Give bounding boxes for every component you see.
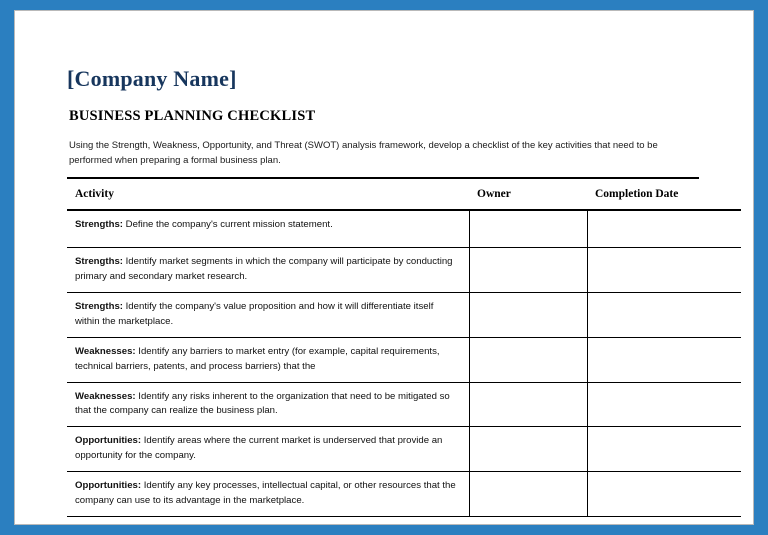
owner-cell[interactable] [469,210,587,248]
completion-date-cell[interactable] [587,210,741,248]
owner-cell[interactable] [469,293,587,338]
table-row [67,382,741,427]
activity-cell [67,472,469,517]
completion-date-cell[interactable] [587,427,741,472]
activity-cell [67,337,469,382]
activity-category: Strengths: [75,219,123,231]
table-row [67,472,741,517]
activity-text: Identify market segments in which the company will participate by conducting primary and secondary market research. [75,256,453,283]
owner-cell[interactable] [469,382,587,427]
activity-cell [67,293,469,338]
completion-date-cell[interactable] [587,293,741,338]
activity-category: Strengths: [75,256,123,268]
completion-date-cell[interactable] [587,382,741,427]
column-header-owner: Owner [469,179,587,210]
activity-category: Opportunities: [75,435,142,447]
activity-cell [67,248,469,293]
completion-date-cell[interactable] [587,337,741,382]
table-body [67,210,741,516]
page-title: BUSINESS PLANNING CHECKLIST [69,108,316,124]
table-row [67,248,741,293]
activity-cell [67,382,469,427]
activity-text: Identify any key processes, intellectual capital, or other resources that the company can use to its advantage in the marketplace. [75,480,456,506]
owner-cell[interactable] [469,248,587,293]
activity-text: Identify any barriers to market entry (for example, capital requirements, technical barriers, patents, and process barriers) that the [75,345,440,372]
owner-cell[interactable] [469,427,587,472]
document-body [67,66,699,517]
completion-date-cell[interactable] [587,472,741,517]
column-header-activity: Activity [67,179,469,210]
table-header-row [67,179,741,210]
activity-category: Weaknesses: [75,345,136,357]
activity-text: Identify any risks inherent to the organization that need to be mitigated so that the company can realize the business plan. [75,390,450,417]
table-row [67,210,741,248]
activity-category: Weaknesses: [75,390,136,402]
completion-date-cell[interactable] [587,248,741,293]
activity-text: Identify areas where the current market is underserved that provide an opportunity for the company. [75,435,443,462]
activity-cell [67,210,469,248]
column-header-completion-date: Completion Date [587,179,741,210]
table-row [67,293,741,338]
table-row [67,427,741,472]
activity-cell [67,427,469,472]
intro-paragraph: Using the Strength, Weakness, Opportunity, and Threat (SWOT) analysis framework, develop a checklist of the key activities that need to be performed when preparing a formal business plan. [69,140,658,166]
owner-cell[interactable] [469,337,587,382]
document-page [14,10,754,525]
activity-category: Strengths: [75,301,123,313]
table-row [67,337,741,382]
activity-text: Identify the company's value proposition and how it will differentiate itself within the marketplace. [75,301,434,328]
activity-text: Define the company's current mission statement. [125,219,333,231]
company-name-placeholder[interactable]: [Company Name] [67,66,237,91]
owner-cell[interactable] [469,472,587,517]
activity-category: Opportunities: [75,480,142,492]
checklist-table [67,179,741,516]
